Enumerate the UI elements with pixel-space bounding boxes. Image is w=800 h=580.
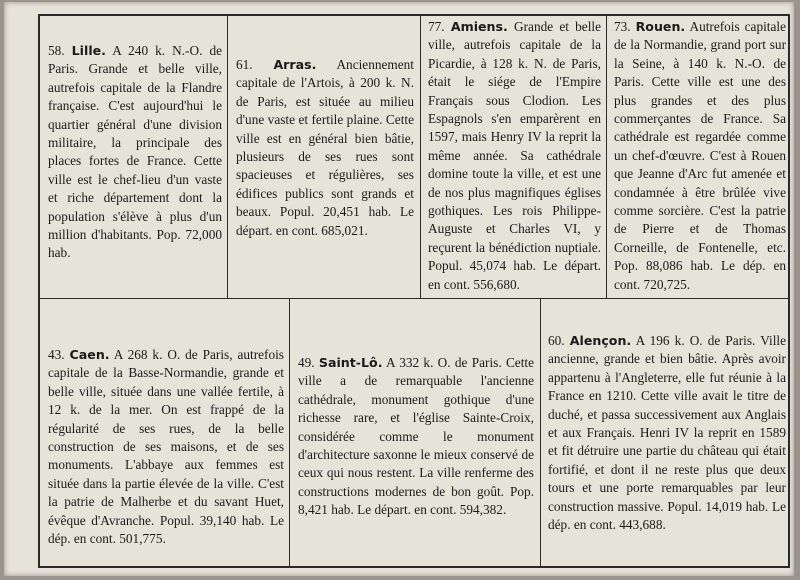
entry-saint-lo — [298, 354, 534, 520]
column-divider — [420, 16, 421, 298]
entry-city-name: Saint-Lô. — [318, 355, 383, 370]
row-divider — [40, 298, 788, 299]
entry-number: 77. — [428, 19, 445, 34]
entry-city-name: Alençon. — [569, 333, 632, 348]
entry-description: Autrefois capitale de la Normandie, grand port sur la Seine, à 140 k. N.-O. de Paris. Cette ville est une des plus grandes et des plus commerçantes de France. Sa cathédrale est regardée comme un chef-d'œuvre. C'est à Rouen que Jeanne d'Arc fut amenée et condamnée à être brûlée vive comme sorcière. C'est la patrie de Pierre et de Thomas Corneille, de Fontenelle, etc. Pop. 88,086 hab. Le dép. en cont. 720,725. — [614, 19, 786, 292]
entry-alencon — [548, 332, 786, 534]
entries-grid — [38, 14, 790, 568]
entry-description: Grande et belle ville, autrefois capitale de la Picardie, à 128 k. N. de Paris, était le siége de l'Empire Français sous Clodion. Les Espagnols s'en emparèrent en 1597, mais Henry IV la reprit la même année. Sa cathédrale domine toute la ville, et est une de nos plus magnifiques églises gothiques. Les rois Philippe-Auguste et Charles VI, y reçurent la bénédiction nuptiale. Popul. 45,074 hab. Le départ. en cont. 556,680. — [428, 19, 601, 292]
entry-number: 61. — [236, 57, 253, 72]
entry-description: A 240 k. N.-O. de Paris. Grande et belle ville, autrefois capitale de la Flandre française. C'est aujourd'hui le quartier général d'une division militaire, la principale des places fortes de France. Cette ville est le chef-lieu d'un vaste et riche département dont la population s'élève à plus d'un million d'habitants. Pop. 72,000 hab. — [48, 43, 222, 261]
column-divider — [227, 16, 228, 298]
entry-city-name: Rouen. — [635, 19, 686, 34]
entry-lille — [48, 42, 222, 263]
entry-number: 43. — [48, 347, 65, 362]
entry-description: A 268 k. O. de Paris, autrefois capitale de la Basse-Normandie, grande et belle ville, située dans une vallée fertile, à 12 k. de la mer. On est frappé de la régularité de ses rues, de la belle construction de ses maisons, et de ses monuments. L'abbaye aux femmes est située dans la partie élevée de la ville. C'est la patrie de Malherbe et du savant Huet, évêque d'Avranche. Popul. 39,140 hab. Le dép. en cont. 501,775. — [48, 347, 284, 547]
entry-city-name: Amiens. — [450, 19, 508, 34]
entry-description: Anciennement capitale de l'Artois, à 200 k. N. de Paris, est située au milieu d'une vaste et fertile plaine. Cette ville est en général bien bâtie, plusieurs de ses rues sont spacieuses et régulières, ses édifices publics sont grands et beaux. Popul. 20,451 hab. Le départ. en cont. 685,021. — [236, 57, 414, 238]
column-divider — [606, 16, 607, 298]
printed-page — [4, 2, 794, 576]
entry-city-name: Lille. — [71, 43, 106, 58]
entry-city-name: Arras. — [273, 57, 317, 72]
entry-amiens — [428, 18, 601, 294]
entry-city-name: Caen. — [69, 347, 110, 362]
column-divider — [289, 298, 290, 568]
entry-description: A 332 k. O. de Paris. Cette ville a de remarquable l'ancienne cathédrale, monument gothique d'une richesse rare, et l'église Sainte-Croix, considérée comme le monument d'architecture saxonne le mieux conservé de ceux qui nous restent. La ville renferme des constructions modernes de bon goût. Pop. 8,421 hab. Le départ. en cont. 594,382. — [298, 355, 535, 518]
entry-number: 49. — [298, 355, 315, 370]
entry-number: 73. — [614, 19, 631, 34]
column-divider — [540, 298, 541, 568]
entry-description: A 196 k. O. de Paris. Ville ancienne, grande et bien bâtie. Après avoir appartenu à l'Angleterre, elle fut réunie à la France en 1210. Cette ville avait le titre de duché, et passa successivement aux Anglais et aux Français. Henri IV la reprit en 1589 et fit détruire une partie du château qui était fortifié, et dont il ne reste plus que deux tours et une porte remarquables par leur construction massive. Popul. 14,019 hab. Le dép. en cont. 443,688. — [548, 333, 786, 533]
entry-number: 58. — [48, 43, 65, 58]
entry-arras — [236, 56, 414, 240]
entry-caen — [48, 346, 284, 548]
entry-number: 60. — [548, 333, 565, 348]
entry-rouen — [614, 18, 786, 294]
